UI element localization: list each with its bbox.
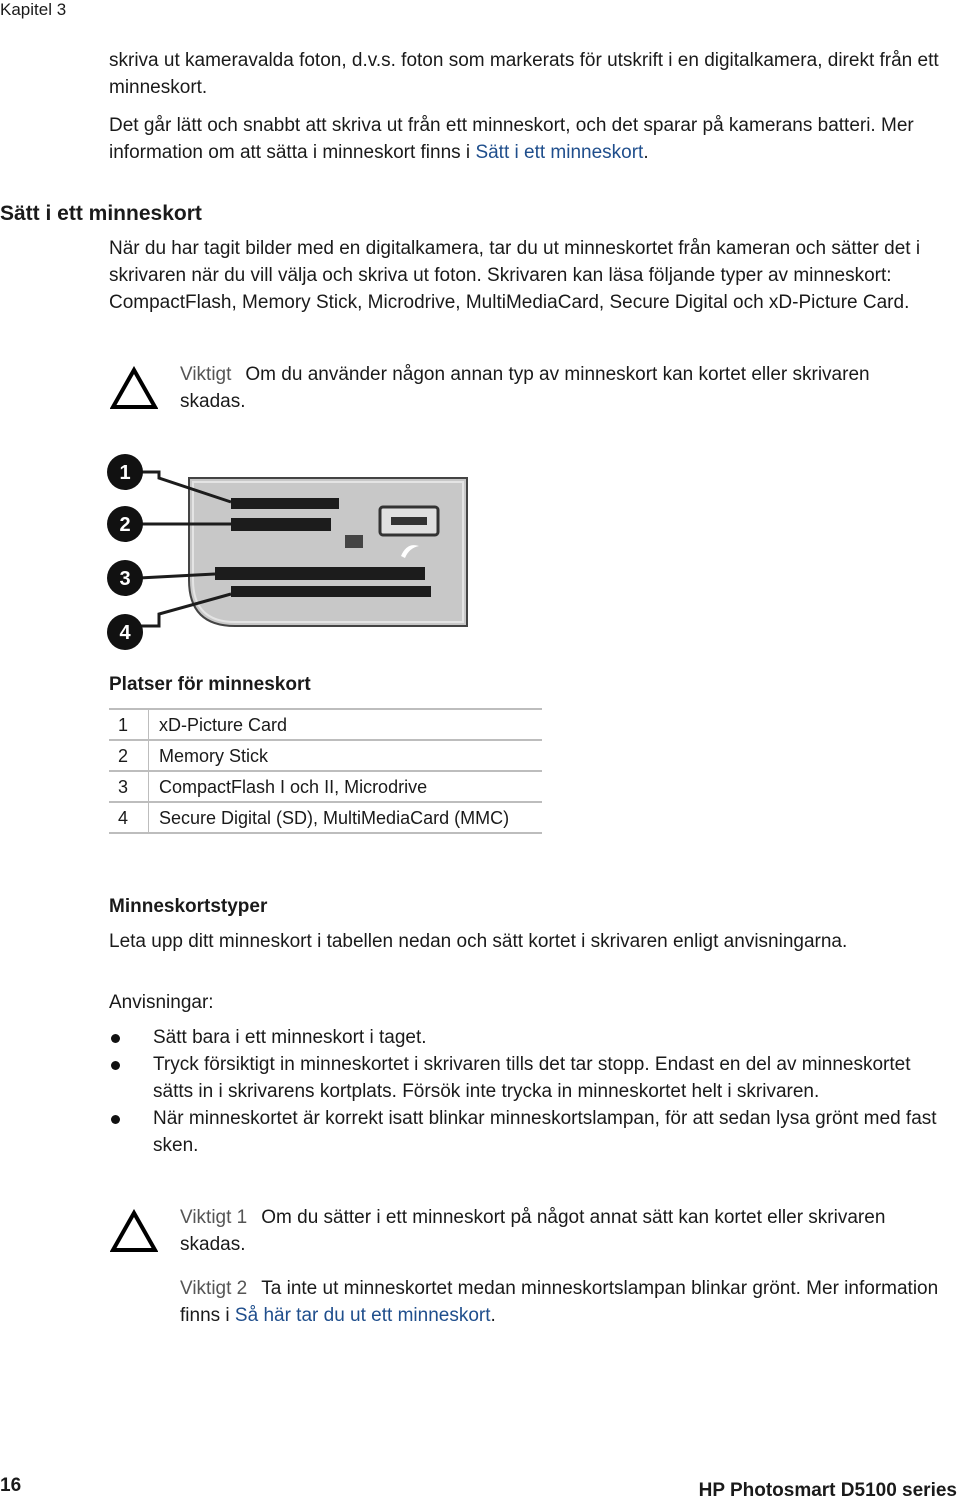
callout-2-label: 2 [119,514,131,536]
row-number: 1 [109,709,149,740]
row-number: 4 [109,802,149,833]
list-item: Tryck försiktigt in minneskortet i skrivaren tills det tar stopp. Endast en del av minneskortet sätts in i skrivarens kortplats. Försök inte trycka in minneskortet helt i skrivaren. [109,1051,949,1105]
instructions-label: Anvisningar: [109,992,214,1013]
warning-note [180,361,940,415]
list-item: Sätt bara i ett minneskort i taget. [109,1024,949,1051]
memory-card-light [345,535,363,548]
link-remove-memory-card[interactable]: Så här tar du ut ett minneskort [234,1305,491,1326]
slot-memory-stick [231,518,331,531]
row-description: xD-Picture Card [149,709,543,740]
slots-table [109,708,542,834]
intro-paragraph-1: skriva ut kameravalda foton, d.v.s. foton som markerats för utskrift i en digitalkamera, direkt från ett minneskort. [109,50,939,98]
warning-note-1 [180,1204,940,1258]
types-intro: Leta upp ditt minneskort i tabellen nedan och sätt kortet i skrivaren enligt anvisningarna. [109,931,848,952]
warning-1-text: Om du sätter i ett minneskort på något annat sätt kan kortet eller skrivaren skadas. [180,1207,886,1255]
warning-text: Om du använder någon annan typ av minneskort kan kortet eller skrivaren skadas. [180,364,870,412]
footer-product: HP Photosmart D5100 series [698,1480,957,1501]
callout-4-label: 4 [119,622,131,644]
row-number: 3 [109,771,149,802]
row-description: Secure Digital (SD), MultiMediaCard (MMC) [149,802,543,833]
warning-triangle-icon [110,1209,158,1253]
warning-1-label: Viktigt 1 [180,1207,248,1228]
slot-sd [231,586,431,597]
row-description: CompactFlash I och II, Microdrive [149,771,543,802]
types-heading: Minneskortstyper [109,896,268,917]
callout-3-label: 3 [119,568,131,590]
memory-card-slots-figure [105,450,475,655]
table-row [109,771,542,802]
warning-2-text: Ta inte ut minneskortet medan minneskortslampan blinkar grönt. Mer information finns i [180,1278,939,1326]
link-insert-memory-card[interactable]: Sätt i ett minneskort [475,142,644,163]
warning-note-2 [180,1275,940,1329]
row-number: 2 [109,740,149,771]
intro-paragraph-2-text: Det går lätt och snabbt att skriva ut från ett minneskort, och det sparar på kamerans batteri. Mer information om att sätta i minneskort finns i [109,115,914,163]
warning-2-end: . [490,1305,496,1326]
page-number: 16 [0,1475,22,1496]
intro-paragraph-2 [109,112,954,166]
slots-table-title: Platser för minneskort [109,674,311,695]
intro-paragraph-2-end: . [643,142,649,163]
table-row [109,709,542,740]
warning-triangle-icon [110,366,158,410]
slot-xd [231,498,339,509]
slot-compactflash [215,567,425,580]
chapter-header: Kapitel 3 [0,0,67,19]
callout-1-label: 1 [119,462,131,484]
section-heading: Sätt i ett minneskort [0,202,202,225]
warning-label: Viktigt [180,364,232,385]
row-description: Memory Stick [149,740,543,771]
table-row [109,740,542,771]
warning-2-label: Viktigt 2 [180,1278,248,1299]
table-row [109,802,542,833]
instructions-list [109,1024,949,1159]
section-body: När du har tagit bilder med en digitalkamera, tar du ut minneskortet från kameran och sätter det i skrivaren när du vill välja och skriva ut foton. Skrivaren kan läsa följande typer av minneskort: CompactFlash, Memory Stick, Microdrive, MultiMediaCard, Secure Digital och xD-Picture Card. [109,238,921,313]
list-item: När minneskortet är korrekt isatt blinkar minneskortslampan, för att sedan lysa grönt med fast sken. [109,1105,949,1159]
